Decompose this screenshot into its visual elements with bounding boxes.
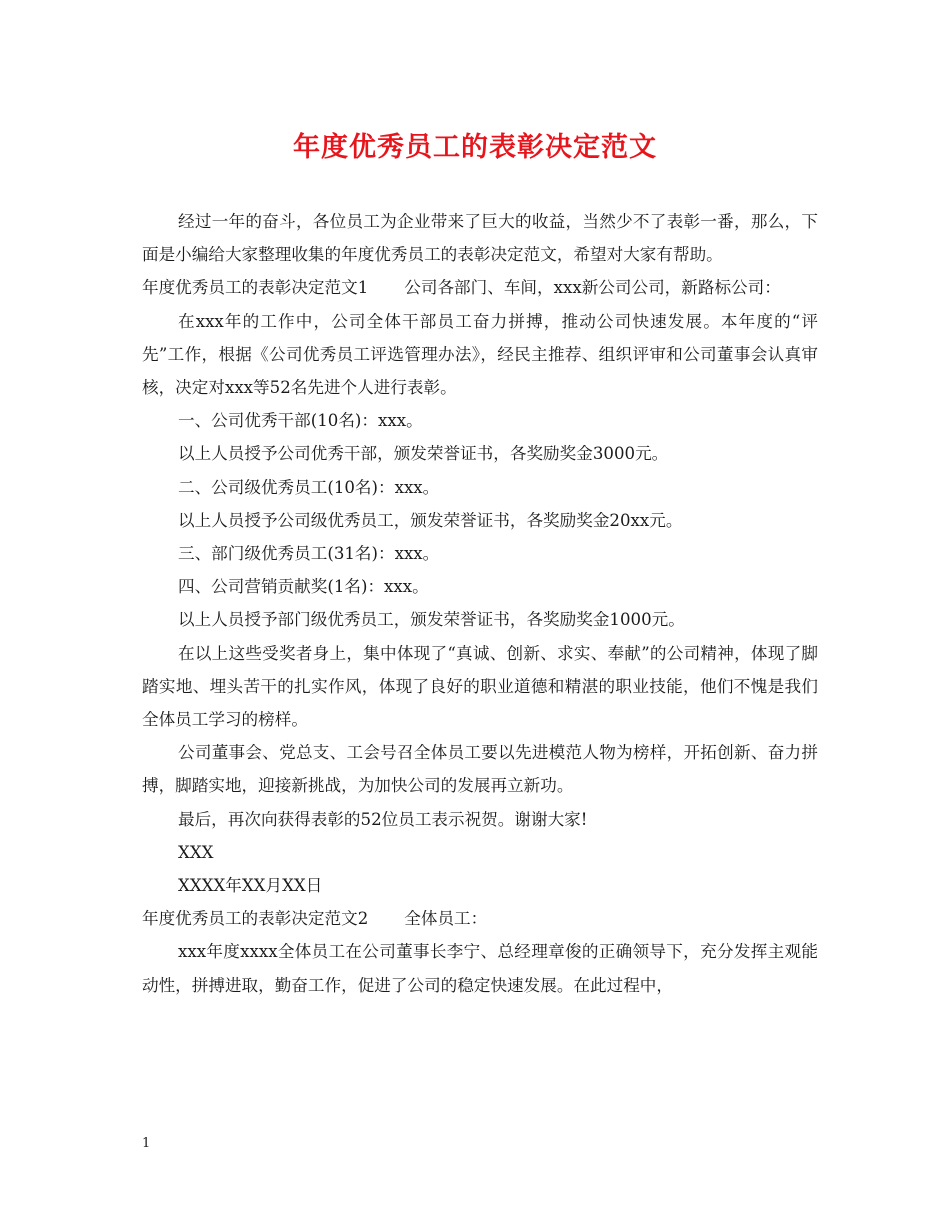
signature: XXX: [178, 842, 214, 862]
paragraph-8: 以上人员授予部门级优秀员工，颁发荣誉证书，各奖励奖金1000元。: [178, 610, 685, 630]
page-number: 1: [142, 1136, 151, 1151]
paragraph-5: 以上人员授予公司级优秀员工，颁发荣誉证书，各奖励奖金20xx元。: [178, 510, 683, 530]
paragraph-4: 二、公司级优秀员工(10名)：xxx。: [178, 477, 440, 497]
paragraph-1: 在xxx年的工作中，公司全体干部员工奋力拼搏，推动公司快速发展。本年度的“评先”工作，根据《公司优秀员工评选管理办法》，经民主推荐、组织评审和公司董事会认真审核，决定对xxx等52名先进个人进行表彰。: [142, 311, 818, 398]
paragraph-9: 在以上这些受奖者身上，集中体现了“真诚、创新、求实、奉献”的公司精神，体现了脚踏实地、埋头苦干的扎实作风，体现了良好的职业道德和精湛的职业技能，他们不愧是我们全体员工学习的榜样。: [142, 643, 818, 730]
paragraph-11: 最后，再次向获得表彰的52位员工表示祝贺。谢谢大家!: [178, 809, 588, 829]
document-body: [142, 205, 818, 1002]
section-1-heading: 年度优秀员工的表彰决定范文1: [142, 278, 369, 298]
section-2-heading-line: [142, 902, 818, 935]
section-2-heading: 年度优秀员工的表彰决定范文2: [142, 909, 369, 929]
paragraph-10: 公司董事会、党总支、工会号召全体员工要以先进模范人物为榜样，开拓创新、奋力拼搏，脚踏实地，迎接新挑战，为加快公司的发展再立新功。: [142, 743, 818, 796]
paragraph-12: xxx年度xxxx全体员工在公司董事长李宁、总经理章俊的正确领导下，充分发挥主观能动性，拼搏进取，勤奋工作，促进了公司的稳定快速发展。在此过程中，: [142, 942, 818, 995]
document-title: 年度优秀员工的表彰决定范文: [293, 132, 657, 163]
paragraph-7: 四、公司营销贡献奖(1名)：xxx。: [178, 577, 429, 597]
signature-date: XXXX年XX月XX日: [178, 876, 323, 896]
paragraph-3: 以上人员授予公司优秀干部，颁发荣誉证书，各奖励奖金3000元。: [178, 444, 669, 464]
section-2-salutation: 全体员工：: [404, 909, 488, 929]
section-1-salutation: 公司各部门、车间，xxx新公司公司，新路标公司：: [404, 278, 781, 298]
section-1-heading-line: [142, 271, 818, 304]
intro-paragraph: 经过一年的奋斗，各位员工为企业带来了巨大的收益，当然少不了表彰一番，那么，下面是小编给大家整理收集的年度优秀员工的表彰决定范文，希望对大家有帮助。: [142, 212, 818, 265]
paragraph-2: 一、公司优秀干部(10名)：xxx。: [178, 411, 423, 431]
paragraph-6: 三、部门级优秀员工(31名)：xxx。: [178, 544, 440, 564]
